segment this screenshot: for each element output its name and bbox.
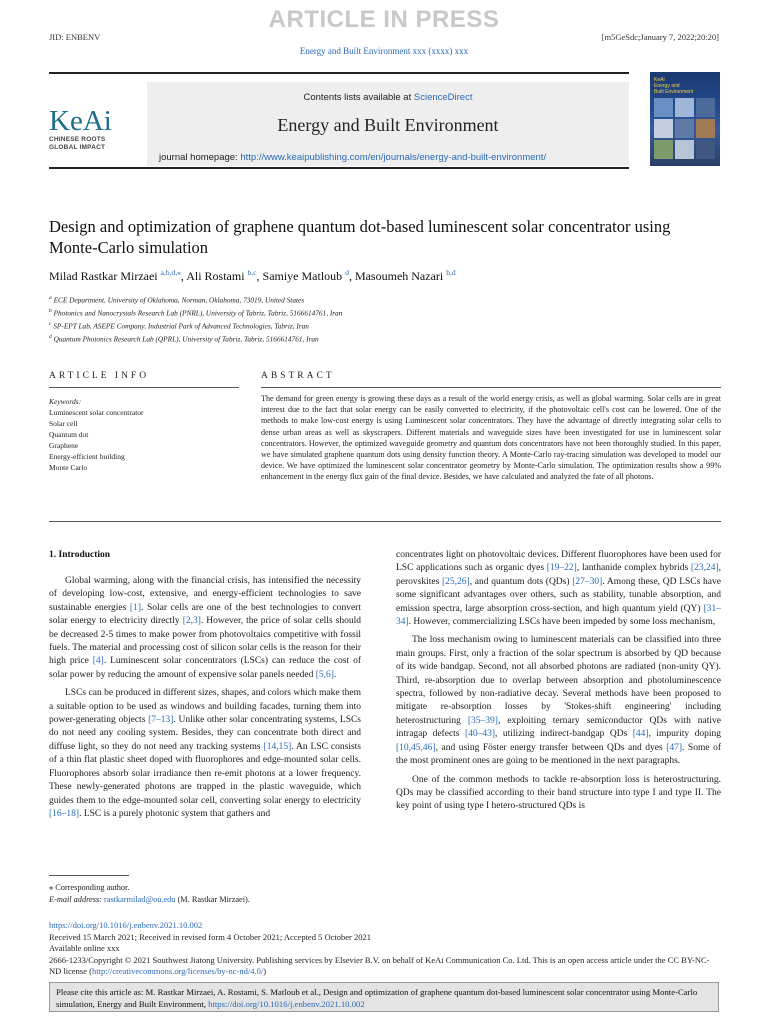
press-banner (0, 4, 768, 44)
body-paragraph (396, 774, 721, 814)
journal-homepage (159, 152, 629, 163)
body-text: The loss mechanism owing to luminescent materials can be classified into three main groups. First, only a fraction of the solar spectrum is absorbed by QD because of its wide bandgap. Second, not all absorbed photons are radiated (non-unity QY). Third, re-absorption due to overlap between absorption and photoluminescence spectra, followed by non-radiative decay. Several methods have been proposed to mitigate re-absorption losses by 'Stokes-shift engineering' including heterostructuring (396, 635, 721, 726)
author-list: Milad Rastkar Mirzaei $^{a,b,d,⁎}$, Ali Rostami $^{b,c}$, Samiye Matloub $^d$, Masoumeh Nazari $^{b,d}$ (49, 268, 456, 283)
reference-link[interactable]: [25,26] (442, 576, 470, 587)
affiliation-mark: c (49, 320, 52, 327)
reference-link[interactable]: [1] (129, 602, 141, 613)
contents-available (147, 92, 629, 103)
cover-tile (696, 98, 715, 117)
keyword-list (49, 396, 239, 473)
keai-logo (49, 106, 139, 152)
keyword-item: Quantum dot (49, 430, 89, 439)
footnote-rule (49, 875, 129, 876)
body-text: LSCs can be produced in different sizes, shapes, and colors which make them a suitable option to be used as windows and building facades, turning them into power-generating objects (49, 688, 361, 726)
keyword-item: Solar cell (49, 419, 78, 428)
info-rule (49, 387, 239, 388)
body-text: . An LSC consists of a thin flat plastic sheet doped with fluorophores and edge-mounted solar cells. Fluorophores absorb solar irradiance then re-emit photons at a lower frequency. These newly-generated photons are trapped in the plastic waveguide, which guides them to the edge-mounted solar cell, converting solar energy to electricity (49, 741, 361, 806)
article-title: Design and optimization of graphene quantum dot-based luminescent solar concentrator using Monte-Carlo simulation (49, 217, 671, 257)
journal-id: JID: ENBENV (49, 32, 101, 42)
reference-link[interactable]: [35–39] (467, 715, 498, 726)
author-name[interactable]: Samiye Matloub (262, 269, 343, 283)
reference-link[interactable]: [14,15] (263, 741, 292, 752)
journal-citation-line[interactable]: Energy and Built Environment xxx (xxxx) xxx (299, 46, 469, 56)
article-info-heading: ARTICLE INFO (49, 371, 150, 381)
reference-link[interactable]: [4] (92, 656, 104, 667)
reference-link[interactable]: [40–43] (464, 729, 496, 740)
author-name[interactable]: Masoumeh Nazari (354, 269, 444, 283)
cover-line-3: Built Environment (654, 89, 694, 95)
cover-tile (696, 140, 715, 159)
body-text: . Among these, QD LSCs have some significant advantages over others, such as stability, tunable absorption, and emission spectra, large absorption cross-section, and high quantum yield (QY) (396, 576, 721, 614)
email-line (49, 894, 369, 906)
journal-cover-image[interactable] (650, 72, 720, 166)
body-paragraph (49, 575, 361, 682)
cover-title (654, 77, 716, 95)
copyright-notice (49, 955, 719, 978)
keyword-item: Luminescent solar concentrator (49, 408, 144, 417)
abstract-bottom-rule (49, 521, 721, 522)
journal-header (49, 72, 719, 168)
citation-text: Please cite this article as: M. Rastkar Mirzaei, A. Rostami, S. Matloub et al., Design and optimization of graphene quantum dot-based luminescent solar concentrator using Monte-Carlo simulation, Energy and Built Environment, (56, 987, 698, 1009)
affiliation-mark: b (49, 307, 52, 314)
logo-tagline-1: CHINESE ROOTS (49, 136, 106, 143)
body-text: , and using Föster energy transfer between QDs and dyes (435, 742, 667, 753)
body-column-left (49, 575, 361, 821)
copyright-text: 2666-1233/Copyright © 2021 Southwest Jiatong University. Publishing services by Elsevier B.V. on behalf of KeAi Communication Co. Ltd. This is an open access article under the CC BY-NC-ND license ( (49, 954, 710, 976)
abstract-heading: ABSTRACT (261, 371, 335, 381)
author-affiliation-marks[interactable]: b,c (247, 268, 257, 277)
affiliation-text: Quantum Photonics Research Lab (QPRL), University of Tabriz, Tabriz, 5166614761, Iran (53, 334, 319, 344)
cover-tile (675, 140, 694, 159)
reference-link[interactable]: [16–18] (49, 808, 80, 819)
email-link[interactable]: rastkarmilad@ou.edu (104, 895, 176, 904)
email-label: E-mail address: (49, 895, 104, 904)
journal-name: Energy and Built Environment (277, 115, 499, 135)
reference-link[interactable]: [2,3] (182, 616, 201, 627)
body-text: concentrates light on photovoltaic devices. Different fluorophores have been used for LSC applications such as organic dyes (396, 550, 721, 574)
reference-link[interactable]: [23,24] (690, 563, 719, 574)
reference-link[interactable]: [5,6] (315, 669, 334, 680)
reference-link[interactable]: [7–13] (148, 715, 174, 726)
keywords-label: Keywords: (49, 397, 82, 406)
cite-this-article-box (49, 982, 719, 1012)
affiliation-text: Photonics and Nanocrystals Research Lab (PNRL), University of Tabriz, Tabriz, 5166614761, Iran (53, 308, 343, 318)
logo-wordmark: KeAi (49, 105, 112, 137)
body-text: . (333, 669, 337, 680)
homepage-prefix: journal homepage: (159, 152, 241, 163)
body-text: . However, the price of solar cells should be decreased 2-5 times to make power from photovoltaics competitive with fossil fuels. The material and processing cost of silicon solar cells is the reason for their high price (49, 616, 362, 667)
author-affiliation-marks[interactable]: a,b,d,⁎ (160, 268, 181, 277)
copyright-suffix: ) (263, 966, 267, 976)
body-text: . Some of the most prominent ones are going to be mentioned in the next paragraphs. (396, 742, 722, 767)
author-affiliation-marks[interactable]: d (345, 268, 349, 277)
header-top-rule (49, 72, 629, 74)
body-paragraph (49, 687, 361, 821)
affiliation-item (49, 293, 719, 306)
cover-line-1: KeAi (654, 77, 665, 83)
body-text: . Luminescent solar concentrators (LSCs) can reduce the cost of solar power by reducing the amount of expensive solar panels needed (49, 656, 361, 680)
affiliation-item (49, 319, 719, 332)
article-in-press-label: ARTICLE IN PRESS (268, 6, 500, 33)
affiliation-text: ECE Department, University of Oklahoma, Norman, Oklahoma, 73019, United States (53, 295, 305, 305)
header-bottom-rule (49, 167, 629, 169)
corresponding-author-note (49, 882, 369, 906)
cover-photo-grid (654, 98, 716, 160)
affiliation-item (49, 306, 719, 319)
journal-info-panel (147, 82, 629, 166)
body-text: , exploiting ternary semiconductor QDs with native intragap defects (396, 715, 721, 740)
abstract-text: The demand for green energy is growing these days as a result of the world energy crisis, as well as global warming. Solar cells are in great interest due to the fact that solar energy can be easily converted to electricity, if the photovoltaic cell's cost can be lowered. One of the methods to make low-cost energy is using Luminescent solar concentrators. They have the advantage of directly integrating solar cells to dense urban areas as well as skyscrapers. Different materials and waveguide sizes have been investigated for use in luminescent solar concentrators. However, the optimized waveguide geometry and quantum dots concentrators have not been thoroughly studied. In this paper, we have simulated graphene quantum dots using density function theory. A Monte-Carlo ray-tracing simulation was developed to model our device. We have optimized the luminescent solar concentrator geometry by Monte-Carlo simulation. The optimization results show a 99% enhancement in the energy flux gain of the final device. Besides, we have calculated and analyzed the fate of all photons. (261, 394, 721, 482)
reference-link[interactable]: [27–30] (572, 576, 603, 587)
keyword-item: Monte Carlo (49, 463, 88, 472)
received-dates: Received 15 March 2021; Received in revised form 4 October 2021; Accepted 5 October 2021 (49, 931, 371, 942)
body-text: , lanthanide complex hybrids (576, 563, 691, 574)
body-text: . LSC is a purely photonic system that gathers and (79, 808, 271, 819)
affiliation-list (49, 293, 719, 345)
reference-link[interactable]: [44] (632, 729, 649, 740)
cover-tile (654, 98, 673, 117)
cover-tile (654, 140, 673, 159)
citation-doi-link[interactable]: https://doi.org/10.1016/j.enbenv.2021.10.002 (208, 999, 365, 1009)
email-suffix: (M. Rastkar Mirzaei). (175, 895, 250, 904)
reference-link[interactable]: [10,45,46] (396, 742, 436, 753)
reference-link[interactable]: [47] (666, 742, 683, 753)
homepage-link[interactable]: http://www.keaipublishing.com/en/journals/energy-and-built-environment/ (240, 152, 547, 163)
build-stamp: [m5GeSdc;January 7, 2022;20:20] (601, 32, 719, 42)
keyword-item: Energy-efficient building (49, 452, 125, 461)
reference-link[interactable]: [31–34] (396, 603, 721, 628)
author-affiliation-marks[interactable]: b,d (446, 268, 456, 277)
body-text: One of the common methods to tackle re-absorption loss is heterostructuring. QDs may be classified according to their band structure into type I and type II. The key point of using type I hetero-structured QDs is (396, 774, 721, 812)
sciencedirect-link[interactable]: ScienceDirect (413, 92, 473, 103)
abstract-rule (261, 387, 721, 388)
body-paragraph (396, 634, 721, 768)
author-name[interactable]: Ali Rostami (186, 269, 245, 283)
body-text: , and quantum dots (QDs) (469, 576, 573, 587)
body-text: . Unlike other solar concentrating systems, LSCs do not need any cooling system. Besides, they can concentrate both direct and diffuse light, so they do not need any tracking systems (49, 715, 362, 752)
body-text: . Solar cells are one of the best technologies to convert solar energy to electricity directly (49, 602, 361, 627)
body-paragraph (396, 549, 721, 629)
doi-link[interactable]: https://doi.org/10.1016/j.enbenv.2021.10.002 (49, 920, 203, 930)
publication-info (49, 920, 719, 978)
reference-link[interactable]: [19–22] (546, 563, 577, 574)
cover-line-2: Energy and (654, 83, 680, 89)
online-availability: Available online xxx (49, 943, 120, 953)
license-link[interactable]: http://creativecommons.org/licenses/by-nc-nd/4.0/ (91, 966, 264, 976)
corresponding-label: ⁎ Corresponding author. (49, 883, 130, 892)
introduction-heading: 1. Introduction (49, 550, 111, 560)
body-text: , utilizing indirect-bandgap QDs (495, 729, 633, 740)
body-text: . However, commercializing LSCs have been impeded by some loss mechanism, (408, 617, 716, 628)
body-text: Global warming, along with the financial crisis, has intensified the necessity of developing low-cost, extensive, and energy-efficient technologies to save sustainable energies (49, 576, 361, 613)
cover-tile (675, 119, 694, 138)
affiliation-mark: a (49, 295, 52, 301)
affiliation-text: SP-EPT Lab, ASEPE Company, Industrial Park of Advanced Technologies, Tabriz, Iran (53, 321, 309, 331)
affiliation-mark: d (49, 333, 52, 340)
logo-tagline-2: GLOBAL IMPACT (49, 144, 106, 151)
cover-tile (675, 98, 694, 117)
cover-tile (696, 119, 715, 138)
affiliation-item (49, 332, 719, 345)
author-name[interactable]: Milad Rastkar Mirzaei (49, 269, 158, 283)
body-column-right (396, 549, 721, 814)
body-text: , impurity doping (648, 729, 721, 740)
body-text: , perovskites (396, 563, 721, 587)
cover-tile (654, 119, 673, 138)
contents-prefix: Contents lists available at (303, 92, 414, 103)
keyword-item: Graphene (49, 441, 79, 450)
